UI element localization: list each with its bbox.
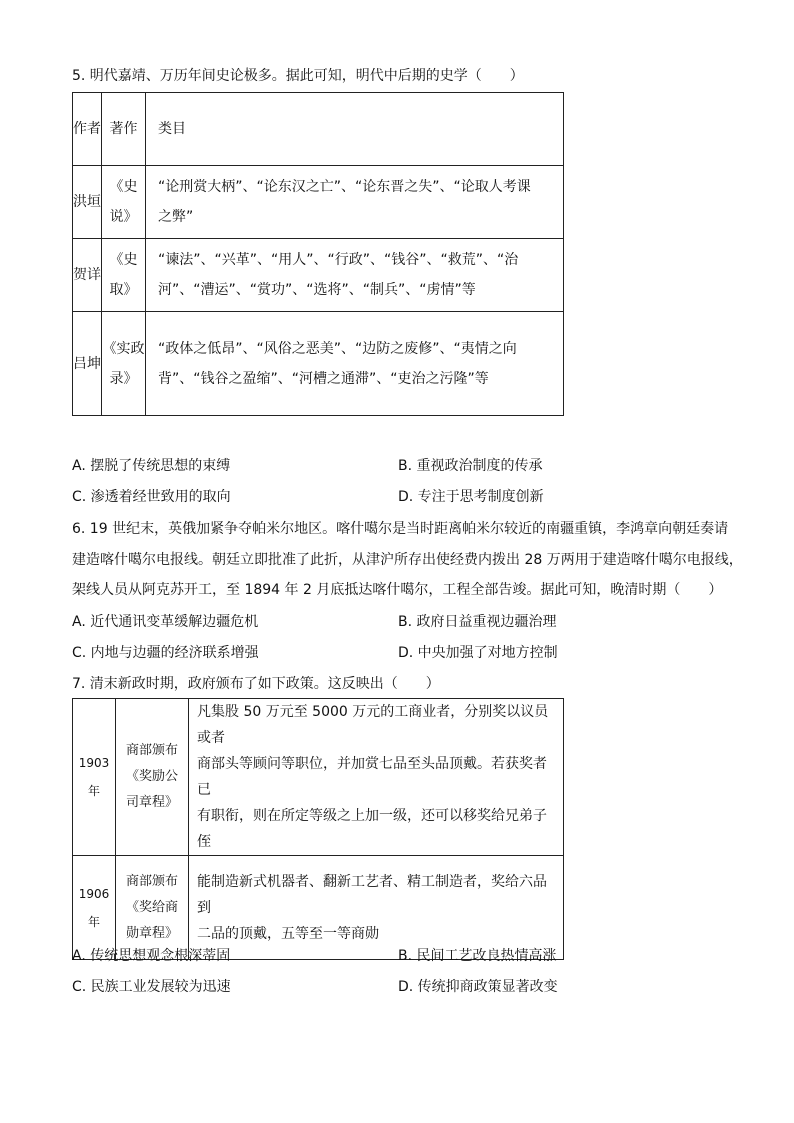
content-line: 商部头等顾问等职位，并加赏七品至头品顶戴。若获奖者已: [197, 756, 547, 798]
author-cell: 吕坤: [73, 355, 101, 372]
year-cell: 1903: [78, 756, 110, 770]
table-row: [73, 166, 564, 239]
q5-option-c[interactable]: C. 渗透着经世致用的取向: [72, 489, 231, 505]
policy-line: 司章程》: [125, 795, 178, 810]
work-cell: 《史取》: [109, 252, 138, 298]
header-author: 作者: [73, 121, 101, 137]
q7-stem: 7. 清末新政时期，政府颁布了如下政策。这反映出（ ）: [72, 676, 440, 692]
author-cell: 贺详: [73, 267, 101, 283]
category-line: “政体之低昂”、“风俗之恶美”、“边防之废修”、“夷情之向: [158, 340, 517, 357]
q5-option-d[interactable]: D. 专注于思考制度创新: [398, 489, 544, 505]
work-cell: 《实政录》: [102, 340, 145, 387]
category-line: “谏法”、“兴革”、“用人”、“行政”、“钱谷”、“救荒”、“治: [158, 252, 519, 268]
q6-stem-line: 建造喀什噶尔电报线。朝廷立即批准了此折，从津沪所存出使经费内拨出 28 万两用于建造喀什噶尔电报线，: [72, 552, 743, 568]
header-category: 类目: [158, 121, 186, 137]
q6-option-b[interactable]: B. 政府日益重视边疆治理: [398, 614, 557, 630]
author-cell: 洪垣: [73, 194, 101, 210]
table-row: [73, 699, 564, 856]
q6-option-a[interactable]: A. 近代通讯变革缓解边疆危机: [72, 614, 259, 630]
category-line: 之弊”: [158, 209, 194, 225]
category-line: “论刑赏大柄”、“论东汉之亡”、“论东晋之失”、“论取人考课: [158, 179, 531, 195]
q6-option-c[interactable]: C. 内地与边疆的经济联系增强: [72, 645, 259, 661]
policy-line: 商部颁布: [125, 743, 178, 758]
q6-stem-line: 6. 19 世纪末，英俄加紧争夺帕米尔地区。喀什噶尔是当时距离帕米尔较近的南疆重镇，李鸿章向朝廷奏请: [72, 521, 729, 537]
q5-option-b[interactable]: B. 重视政治制度的传承: [398, 458, 543, 474]
content-line: 二品的顶戴，五等至一等商勋: [197, 925, 379, 942]
q6-option-d[interactable]: D. 中央加强了对地方控制: [398, 645, 558, 661]
content-line: 有职衔，则在所定等级之上加一级，还可以移奖给兄弟子侄: [197, 808, 547, 850]
policy-line: 勋章程》: [125, 925, 178, 941]
header-work: 著作: [109, 121, 138, 137]
q5-option-a[interactable]: A. 摆脱了传统思想的束缚: [72, 458, 231, 474]
category-line: 背”、“钱谷之盈缩”、“河槽之通滞”、“吏治之污隆”等: [158, 370, 489, 387]
table-row: [73, 239, 564, 312]
policy-line: 《奖励公: [125, 769, 178, 784]
q5-stem: 5. 明代嘉靖、万历年间史论极多。据此可知，明代中后期的史学（ ）: [72, 68, 524, 84]
category-line: 河”、“漕运”、“赏功”、“选将”、“制兵”、“虏情”等: [158, 282, 476, 298]
content-line: 凡集股 50 万元至 5000 万元的工商业者，分别奖以议员或者: [197, 704, 549, 746]
q7-option-d[interactable]: D. 传统抑商政策显著改变: [398, 979, 558, 995]
policy-line: 商部颁布: [125, 873, 178, 889]
policy-line: 《奖给商: [125, 899, 178, 915]
year-cell: 年: [87, 784, 100, 798]
table-row: [73, 312, 564, 416]
q7-option-b[interactable]: B. 民间工艺改良热情高涨: [398, 948, 557, 964]
year-cell: 年: [87, 914, 100, 929]
year-cell: 1906: [78, 886, 110, 901]
work-cell: 《史说》: [109, 179, 138, 225]
q6-stem-line: 架线人员从阿克苏开工，至 1894 年 2 月底抵达喀什噶尔，工程全部告竣。据此可知，晚清时期（ ）: [72, 582, 723, 598]
q7-option-a[interactable]: A. 传统思想观念根深蒂固: [72, 948, 231, 964]
content-line: 能制造新式机器者、翻新工艺者、精工制造者，奖给六品到: [197, 873, 547, 916]
q7-table: [72, 698, 564, 960]
q5-table: [72, 92, 564, 416]
q7-option-c[interactable]: C. 民族工业发展较为迅速: [72, 979, 231, 995]
table-header-row: [73, 93, 564, 166]
table-row: [73, 856, 564, 960]
